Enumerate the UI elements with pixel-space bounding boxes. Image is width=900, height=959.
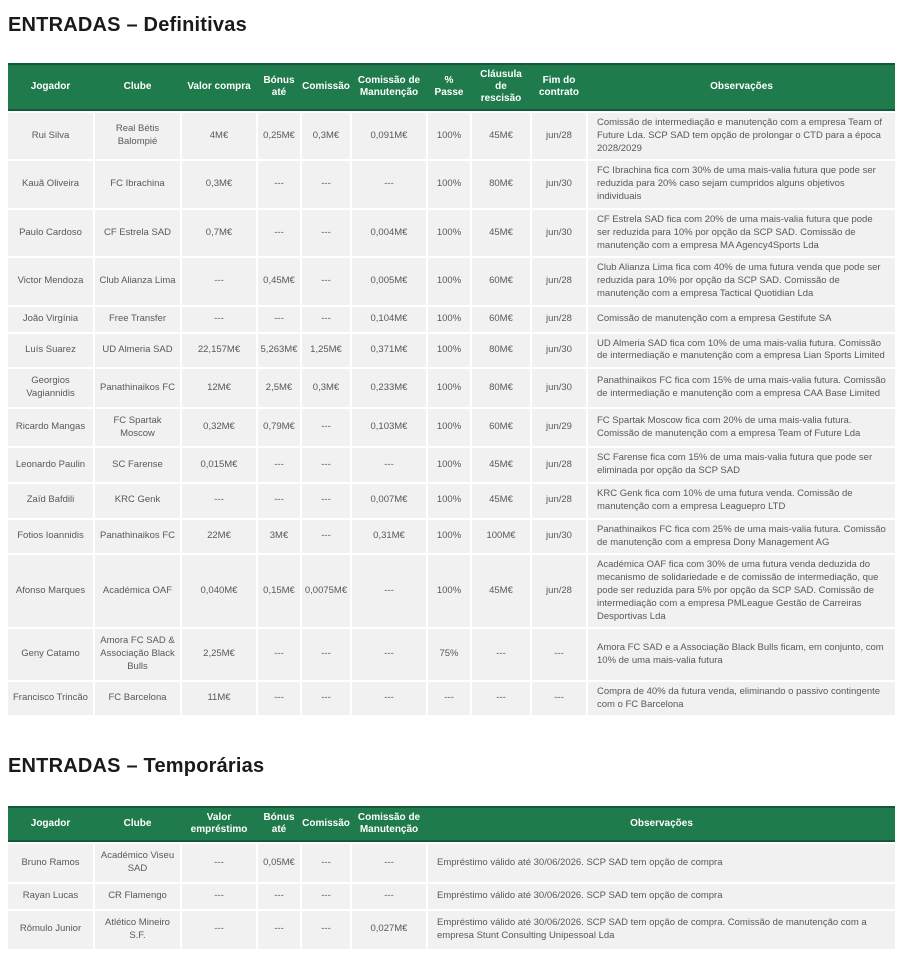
table-cell: 0,15M€ (258, 555, 300, 627)
column-header-valor-compra: Valor compra (187, 81, 251, 92)
table-cell: --- (352, 884, 426, 909)
table-cell: 45M€ (472, 448, 530, 482)
definitivas-table-row (8, 334, 895, 368)
definitivas-table-row (8, 682, 895, 716)
table-cell: Georgios Vagiannidis (8, 369, 93, 407)
table-cell: 100% (428, 258, 470, 304)
table-cell: --- (258, 210, 300, 256)
table-cell: 4M€ (182, 113, 256, 159)
table-cell: 100% (428, 448, 470, 482)
table-cell: --- (258, 484, 300, 518)
column-header-observa-es: Observações (630, 818, 693, 830)
table-cell: 45M€ (472, 210, 530, 256)
table-cell: FC Barcelona (95, 682, 180, 716)
table-cell: 75% (428, 629, 470, 679)
table-cell: 0,103M€ (352, 409, 426, 447)
table-cell: --- (532, 682, 586, 716)
table-cell: 0,32M€ (182, 409, 256, 447)
column-header-valor-empr-stimo: Valor empréstimo (190, 812, 248, 836)
table-cell: Bruno Ramos (8, 844, 93, 882)
table-cell: 100% (428, 307, 470, 332)
column-header-jogador: Jogador (30, 818, 71, 830)
column-header-jogador: Jogador (30, 81, 71, 92)
table-cell: --- (302, 484, 350, 518)
table-cell: --- (352, 844, 426, 882)
column-header-comiss-o-de-manuten-o: Comissão de Manutenção (357, 812, 421, 836)
definitivas-table-row (8, 258, 895, 304)
table-cell: 0,027M€ (352, 911, 426, 949)
table-cell: Rui Silva (8, 113, 93, 159)
table-cell: --- (302, 884, 350, 909)
definitivas-table-row (8, 369, 895, 407)
table-cell: --- (302, 307, 350, 332)
table-cell: 100% (428, 484, 470, 518)
section-title-entradas-temporarias: ENTRADAS – Temporárias (8, 755, 265, 778)
table-cell: 100% (428, 520, 470, 554)
table-cell: 0,371M€ (352, 334, 426, 368)
table-cell: 100% (428, 409, 470, 447)
table-cell: 0,31M€ (352, 520, 426, 554)
table-cell: João Virgínia (8, 307, 93, 332)
table-cell: Afonso Marques (8, 555, 93, 627)
table-cell: jun/29 (532, 409, 586, 447)
table-cell: 0,45M€ (258, 258, 300, 304)
table-cell: 0,005M€ (352, 258, 426, 304)
table-cell: Ricardo Mangas (8, 409, 93, 447)
table-cell: Luís Suarez (8, 334, 93, 368)
table-cell: 2,25M€ (182, 629, 256, 679)
definitivas-table-row (8, 520, 895, 554)
table-cell: Francisco Trincão (8, 682, 93, 716)
definitivas-table-row (8, 210, 895, 256)
temporarias-table-row (8, 884, 895, 909)
observations-cell: Panathinaikos FC fica com 15% de uma mais-valia futura. Comissão de intermediação e manutenção com a empresa CAA Base Limited (588, 369, 895, 407)
table-cell: Leonardo Paulin (8, 448, 93, 482)
table-cell: 0,015M€ (182, 448, 256, 482)
table-cell: 0,007M€ (352, 484, 426, 518)
table-cell: FC Ibrachina (95, 161, 180, 207)
section-title-entradas-definitivas: ENTRADAS – Definitivas (8, 14, 247, 36)
table-cell: 0,091M€ (352, 113, 426, 159)
observations-cell: UD Almeria SAD fica com 10% de uma mais-valia futura. Comissão de intermediação e manutenção com a empresa Lian Sports Limited (588, 334, 895, 368)
table-cell: 11M€ (182, 682, 256, 716)
table-cell: jun/28 (532, 307, 586, 332)
table-cell: --- (302, 682, 350, 716)
table-cell: 45M€ (472, 555, 530, 627)
table-cell: --- (258, 884, 300, 909)
table-cell: 0,040M€ (182, 555, 256, 627)
definitivas-table-row (8, 555, 895, 627)
definitivas-table-row (8, 409, 895, 447)
table-cell: Rômulo Junior (8, 911, 93, 949)
column-header-b-nus-at: Bónus até (263, 812, 295, 836)
column-header-b-nus-at: Bónus até (263, 75, 295, 98)
table-cell: CF Estrela SAD (95, 210, 180, 256)
table-cell: 3M€ (258, 520, 300, 554)
table-cell: --- (182, 258, 256, 304)
definitivas-table (8, 63, 895, 715)
table-cell: Zaïd Bafdili (8, 484, 93, 518)
table-cell: --- (302, 409, 350, 447)
column-header-clube: Clube (123, 818, 152, 830)
table-cell: 100% (428, 113, 470, 159)
table-cell: --- (352, 555, 426, 627)
table-cell: --- (302, 258, 350, 304)
table-cell: --- (302, 844, 350, 882)
table-cell: 100M€ (472, 520, 530, 554)
table-cell: Paulo Cardoso (8, 210, 93, 256)
column-header-comiss-o: Comissão (302, 818, 350, 830)
table-cell: 100% (428, 161, 470, 207)
table-cell: jun/30 (532, 161, 586, 207)
table-cell: 0,3M€ (302, 113, 350, 159)
table-cell: 60M€ (472, 258, 530, 304)
table-cell: --- (472, 629, 530, 679)
table-cell: --- (258, 448, 300, 482)
table-cell: --- (258, 307, 300, 332)
table-cell: 0,79M€ (258, 409, 300, 447)
observations-cell: FC Spartak Moscow fica com 20% de uma mais-valia futura. Comissão de manutenção com a empresa Team of Future Lda (588, 409, 895, 447)
table-cell: Victor Mendoza (8, 258, 93, 304)
temporarias-header-row (8, 806, 895, 842)
table-cell: --- (258, 629, 300, 679)
table-cell: jun/30 (532, 210, 586, 256)
table-cell: Panathinaikos FC (95, 369, 180, 407)
definitivas-table-row (8, 307, 895, 332)
definitivas-table-row (8, 113, 895, 159)
observations-cell: Comissão de intermediação e manutenção com a empresa Team of Future Lda. SCP SAD tem opção de prolongar o CTD para a época 2028/2029 (588, 113, 895, 159)
table-cell: --- (182, 484, 256, 518)
definitivas-table-row (8, 448, 895, 482)
table-cell: 1,25M€ (302, 334, 350, 368)
table-cell: Fotios Ioannidis (8, 520, 93, 554)
table-cell: Geny Catamo (8, 629, 93, 679)
table-cell: jun/30 (532, 520, 586, 554)
table-cell: 22,157M€ (182, 334, 256, 368)
column-header-passe: % Passe (434, 75, 464, 98)
table-cell: 0,104M€ (352, 307, 426, 332)
table-cell: --- (182, 307, 256, 332)
observations-cell: SC Farense fica com 15% de uma mais-valia futura que pode ser eliminada por opção da SCP SAD (588, 448, 895, 482)
column-header-observa-es: Observações (710, 81, 773, 92)
table-cell: Real Bétis Balompié (95, 113, 180, 159)
table-cell: jun/30 (532, 369, 586, 407)
table-cell: Amora FC SAD & Associação Black Bulls (95, 629, 180, 679)
table-cell: --- (532, 629, 586, 679)
table-cell: CR Flamengo (95, 884, 180, 909)
observations-cell: KRC Genk fica com 10% de uma futura venda. Comissão de manutenção com a empresa Leaguepro LTD (588, 484, 895, 518)
definitivas-header-row (8, 63, 895, 111)
table-cell: Kauã Oliveira (8, 161, 93, 207)
table-cell: Atlético Mineiro S.F. (95, 911, 180, 949)
table-cell: --- (258, 682, 300, 716)
table-cell: 5,263M€ (258, 334, 300, 368)
table-cell: --- (302, 911, 350, 949)
table-cell: 45M€ (472, 484, 530, 518)
observations-cell: Comissão de manutenção com a empresa Gestifute SA (588, 307, 895, 332)
table-cell: 2,5M€ (258, 369, 300, 407)
column-header-clube: Clube (123, 81, 152, 92)
table-cell: --- (182, 911, 256, 949)
observations-cell: Académica OAF fica com 30% de uma futura venda deduzida do mecanismo de solidariedade e de comissão de intermediação, que pode ser reduzida para 5% por opção da SCP SAD. Comissão de intermediação com a empresa PMLeague Gestão de Carreiras Desportivas Lda (588, 555, 895, 627)
table-cell: --- (352, 448, 426, 482)
table-cell: 0,25M€ (258, 113, 300, 159)
table-cell: --- (302, 210, 350, 256)
table-cell: SC Farense (95, 448, 180, 482)
table-cell: 0,3M€ (182, 161, 256, 207)
table-cell: --- (258, 161, 300, 207)
table-cell: 0,05M€ (258, 844, 300, 882)
observations-cell: Amora FC SAD e a Associação Black Bulls ficam, em conjunto, com 10% de uma mais-valia futura (588, 629, 895, 679)
table-cell: --- (182, 884, 256, 909)
table-cell: jun/28 (532, 555, 586, 627)
table-cell: --- (302, 629, 350, 679)
observations-cell: CF Estrela SAD fica com 20% de uma mais-valia futura que pode ser reduzida para 10% por opção da SCP SAD. Comissão de manutenção com a empresa MA Agency4Sports Lda (588, 210, 895, 256)
table-cell: jun/28 (532, 113, 586, 159)
column-header-comiss-o-de-manuten-o: Comissão de Manutenção (357, 75, 421, 98)
table-cell: 100% (428, 334, 470, 368)
table-cell: KRC Genk (95, 484, 180, 518)
column-header-comiss-o: Comissão (302, 81, 350, 92)
table-cell: --- (352, 629, 426, 679)
observations-cell: FC Ibrachina fica com 30% de uma mais-valia futura que pode ser reduzida para 20% caso sejam cumpridos alguns objetivos individuais (588, 161, 895, 207)
definitivas-table-row (8, 161, 895, 207)
table-cell: 60M€ (472, 409, 530, 447)
table-cell: Rayan Lucas (8, 884, 93, 909)
table-cell: 80M€ (472, 334, 530, 368)
table-cell: Club Alianza Lima (95, 258, 180, 304)
observations-cell: Empréstimo válido até 30/06/2026. SCP SAD tem opção de compra (428, 844, 895, 882)
observations-cell: Compra de 40% da futura venda, eliminando o passivo contingente com o FC Barcelona (588, 682, 895, 716)
temporarias-table (8, 806, 895, 948)
definitivas-table-row (8, 629, 895, 679)
table-cell: UD Almeria SAD (95, 334, 180, 368)
temporarias-table-row (8, 911, 895, 949)
table-cell: --- (302, 448, 350, 482)
table-cell: 80M€ (472, 369, 530, 407)
observations-cell: Empréstimo válido até 30/06/2026. SCP SAD tem opção de compra (428, 884, 895, 909)
table-cell: 80M€ (472, 161, 530, 207)
table-cell: FC Spartak Moscow (95, 409, 180, 447)
table-cell: 100% (428, 555, 470, 627)
table-cell: Panathinaikos FC (95, 520, 180, 554)
table-cell: --- (258, 911, 300, 949)
column-header-fim-do-contrato: Fim do contrato (539, 75, 579, 98)
table-cell: 22M€ (182, 520, 256, 554)
table-cell: Académica OAF (95, 555, 180, 627)
definitivas-table-row (8, 484, 895, 518)
table-cell: 45M€ (472, 113, 530, 159)
column-header-cl-usula-de-rescis-o: Cláusula de rescisão (480, 69, 522, 104)
table-cell: 12M€ (182, 369, 256, 407)
table-cell: jun/30 (532, 334, 586, 368)
table-cell: Free Transfer (95, 307, 180, 332)
table-cell: --- (352, 682, 426, 716)
temporarias-table-row (8, 844, 895, 882)
table-cell: 60M€ (472, 307, 530, 332)
table-cell: 0,233M€ (352, 369, 426, 407)
table-cell: 100% (428, 369, 470, 407)
table-cell: 0,7M€ (182, 210, 256, 256)
table-cell: jun/28 (532, 258, 586, 304)
table-cell: --- (352, 161, 426, 207)
table-cell: --- (472, 682, 530, 716)
table-cell: --- (302, 520, 350, 554)
table-cell: --- (182, 844, 256, 882)
observations-cell: Empréstimo válido até 30/06/2026. SCP SAD tem opção de compra. Comissão de manutenção com a empresa Stunt Consulting Unipessoal Lda (428, 911, 895, 949)
table-cell: 0,0075M€ (302, 555, 350, 627)
observations-cell: Club Alianza Lima fica com 40% de uma futura venda que pode ser reduzida para 10% por opção da SCP SAD. Comissão de manutenção com a empresa Tactical Quotidian Lda (588, 258, 895, 304)
table-cell: Académico Viseu SAD (95, 844, 180, 882)
table-cell: jun/28 (532, 448, 586, 482)
observations-cell: Panathinaikos FC fica com 25% de uma mais-valia futura. Comissão de manutenção com a empresa Dony Management AG (588, 520, 895, 554)
table-cell: 0,3M€ (302, 369, 350, 407)
table-cell: --- (428, 682, 470, 716)
table-cell: --- (302, 161, 350, 207)
table-cell: 0,004M€ (352, 210, 426, 256)
table-cell: jun/28 (532, 484, 586, 518)
table-cell: 100% (428, 210, 470, 256)
